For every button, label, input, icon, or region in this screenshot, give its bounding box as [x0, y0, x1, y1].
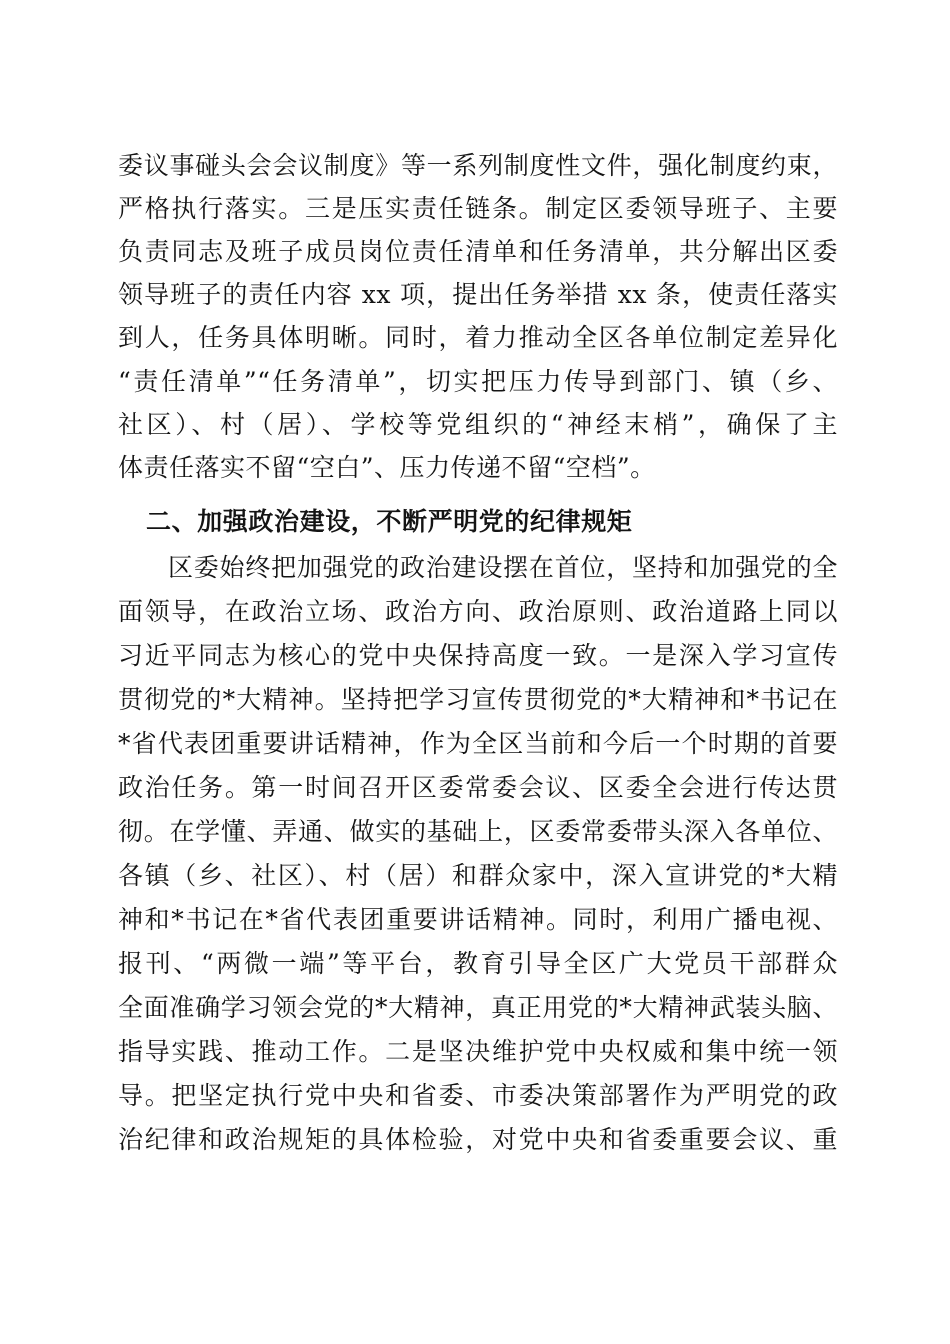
body-text-line: 彻。在学懂、弄通、做实的基础上，区委常委带头深入各单位、: [118, 817, 838, 846]
body-text-line: 体责任落实不留“空白”、压力传递不留“空档”。: [118, 453, 656, 482]
body-text-line: 指导实践、推动工作。二是坚决维护党中央权威和集中统一领: [118, 1037, 838, 1066]
body-text-line: 到人，任务具体明晰。同时，着力推动全区各单位制定差异化: [118, 323, 838, 352]
section-heading: 二、加强政治建设，不断严明党的纪律规矩: [146, 507, 633, 536]
body-text-line: 习近平同志为核心的党中央保持高度一致。一是深入学习宣传: [118, 641, 838, 670]
body-text-line: 政治任务。第一时间召开区委常委会议、区委全会进行传达贯: [118, 773, 838, 802]
body-text-line: 委议事碰头会会议制度》等一系列制度性文件，强化制度约束，: [118, 151, 838, 180]
body-text-line: 严格执行落实。三是压实责任链条。制定区委领导班子、主要: [118, 194, 838, 223]
body-text-line: 各镇（乡、社区）、村（居）和群众家中，深入宣讲党的*大精: [118, 861, 838, 890]
body-text-line: “责任清单”“任务清单”，切实把压力传导到部门、镇（乡、: [118, 367, 838, 396]
body-text-line: 治纪律和政治规矩的具体检验，对党中央和省委重要会议、重: [118, 1125, 838, 1154]
body-text-line: 负责同志及班子成员岗位责任清单和任务清单，共分解出区委: [118, 237, 838, 266]
body-text-line: 面领导，在政治立场、政治方向、政治原则、政治道路上同以: [118, 597, 838, 626]
body-text-line: 全面准确学习领会党的*大精神，真正用党的*大精神武装头脑、: [118, 993, 838, 1022]
body-text-line: 神和*书记在*省代表团重要讲话精神。同时，利用广播电视、: [118, 905, 838, 934]
body-text-line: 区委始终把加强党的政治建设摆在首位，坚持和加强党的全: [168, 553, 838, 582]
body-text-line: 贯彻党的*大精神。坚持把学习宣传贯彻党的*大精神和*书记在: [118, 685, 838, 714]
body-text-line: 社区）、村（居）、学校等党组织的“神经末梢”，确保了主: [118, 410, 838, 439]
body-text-line: 导。把坚定执行党中央和省委、市委决策部署作为严明党的政: [118, 1081, 838, 1110]
body-text-line: 领导班子的责任内容 xx 项，提出任务举措 xx 条，使责任落实: [118, 280, 838, 309]
body-text-line: 报刊、“两微一端”等平台，教育引导全区广大党员干部群众: [118, 949, 838, 978]
body-text-line: *省代表团重要讲话精神，作为全区当前和今后一个时期的首要: [118, 729, 838, 758]
